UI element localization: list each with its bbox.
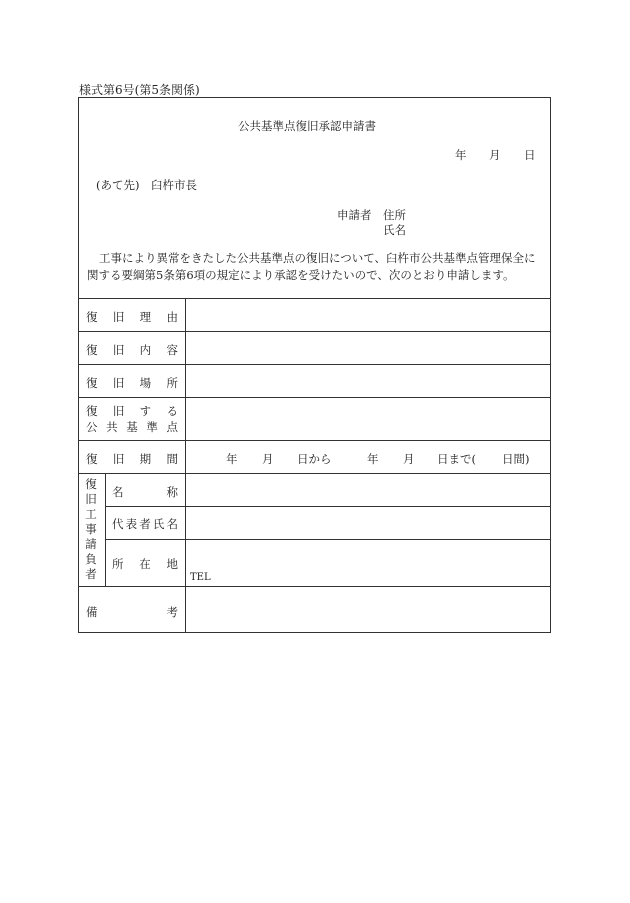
label-char: 復 — [86, 452, 98, 466]
label-target-point-line1 — [86, 403, 178, 419]
application-statement: 工事により異常をきたした公共基準点の復旧について、臼杵市公共基準点管理保全に関する要綱第5条第6項の規定により承認を受けたいので、次のとおり申請します。 — [87, 251, 536, 282]
row-divider — [78, 397, 551, 398]
row-divider — [105, 506, 551, 507]
label-char: す — [139, 404, 152, 418]
label-char: 地 — [166, 557, 178, 571]
label-char: 容 — [166, 343, 178, 357]
label-char: 在 — [139, 557, 151, 571]
label-char: 公 — [86, 420, 98, 434]
form-number: 様式第6号(第5条関係) — [79, 83, 200, 97]
label-char: 復 — [86, 310, 98, 324]
form-title: 公共基準点復旧承認申請書 — [238, 119, 376, 133]
applicant-label: 申請者 — [337, 208, 372, 222]
date-year: 年 — [455, 148, 467, 162]
period-start-day: 日から — [297, 452, 332, 466]
label-char: 復 — [86, 343, 98, 357]
label-char: 由 — [166, 310, 178, 324]
label-char: 表 — [125, 517, 138, 531]
tel-label: TEL — [190, 572, 211, 583]
row-divider — [78, 331, 551, 332]
label-remarks — [86, 604, 178, 620]
label-column-divider — [185, 298, 186, 633]
label-char: 称 — [166, 485, 178, 499]
label-char: 工 — [85, 507, 97, 521]
period-end-day: 日まで( — [437, 452, 476, 466]
label-char: る — [166, 404, 178, 418]
label-char: 基 — [126, 420, 138, 434]
period-end-year: 年 — [367, 452, 379, 466]
row-divider — [78, 364, 551, 365]
date-month: 月 — [489, 148, 501, 162]
period-duration: 日間) — [502, 452, 530, 466]
label-char: 旧 — [112, 343, 125, 357]
label-char: 代 — [112, 517, 124, 531]
label-period — [86, 451, 178, 467]
label-char: 所 — [166, 376, 178, 390]
period-end-month: 月 — [403, 452, 415, 466]
label-char: 所 — [112, 557, 124, 571]
label-char: 者 — [85, 567, 97, 581]
label-reason — [86, 309, 178, 325]
label-char: 期 — [139, 452, 152, 466]
label-representative — [112, 516, 178, 532]
label-char: 復 — [86, 404, 98, 418]
label-char: 者 — [139, 517, 151, 531]
label-char: 間 — [166, 452, 178, 466]
label-char: 氏 — [152, 517, 165, 531]
row-divider — [78, 440, 551, 441]
date-day: 日 — [524, 148, 536, 162]
label-char: 備 — [86, 605, 98, 619]
label-char: 旧 — [85, 492, 97, 506]
label-char: 旧 — [112, 452, 125, 466]
label-char: 旧 — [112, 310, 125, 324]
label-char: 復 — [86, 376, 98, 390]
applicant-name-label: 氏名 — [383, 223, 406, 237]
label-char: 場 — [139, 376, 152, 390]
label-char: 名 — [166, 517, 178, 531]
label-char: 理 — [139, 310, 152, 324]
label-location — [112, 556, 178, 572]
period-start-year: 年 — [226, 452, 238, 466]
group-column-divider — [105, 473, 106, 586]
label-char: 点 — [166, 420, 178, 434]
row-divider — [78, 298, 551, 299]
label-content — [86, 342, 178, 358]
label-char: 旧 — [112, 376, 125, 390]
label-char: 準 — [146, 420, 158, 434]
label-char: 考 — [166, 605, 178, 619]
addressee: (あて先) 臼杵市長 — [96, 178, 197, 192]
label-char: 旧 — [112, 404, 125, 418]
label-char: 負 — [85, 552, 97, 566]
row-divider — [78, 473, 551, 474]
label-char: 請 — [85, 537, 97, 551]
row-divider — [78, 586, 551, 587]
applicant-address-label: 住所 — [383, 208, 406, 222]
label-company-name — [112, 484, 178, 500]
row-divider — [105, 539, 551, 540]
label-char: 内 — [139, 343, 152, 357]
label-char: 事 — [85, 522, 97, 536]
label-place — [86, 375, 178, 391]
label-char: 共 — [106, 420, 118, 434]
label-contractor-group — [84, 477, 98, 582]
period-start-month: 月 — [262, 452, 274, 466]
label-char: 復 — [85, 477, 97, 491]
label-char: 名 — [112, 485, 124, 499]
label-target-point-line2 — [86, 419, 178, 435]
